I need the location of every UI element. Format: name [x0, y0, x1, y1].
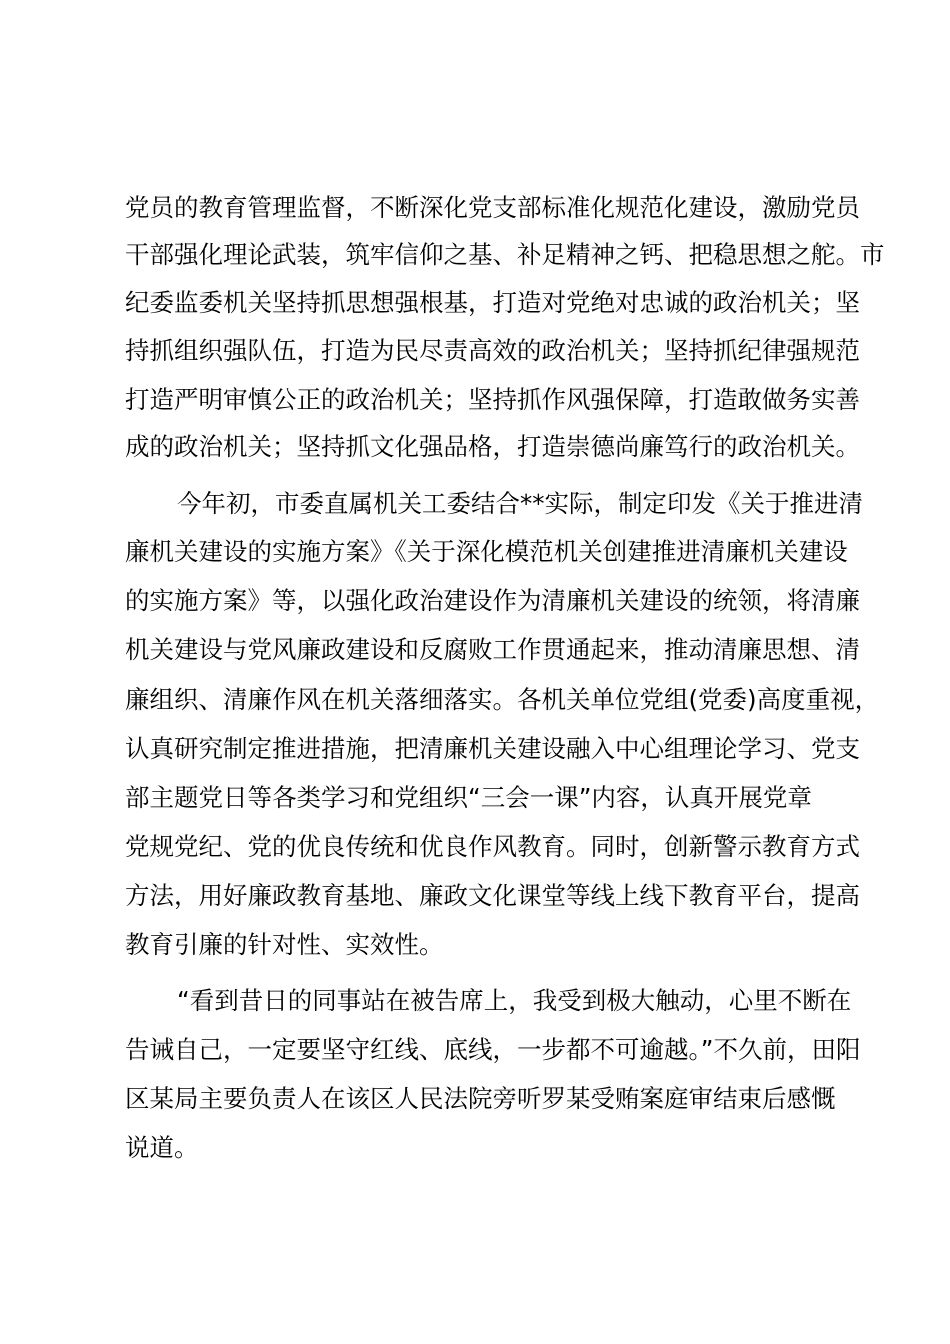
- text-line: 部主题党日等各类学习和党组织“三会一课”内容，认真开展党章: [125, 783, 812, 812]
- text-line: 认真研究制定推进措施，把清廉机关建设融入中心组理论学习、党支: [125, 734, 860, 763]
- text-line: 持抓组织强队伍，打造为民尽责高效的政治机关；坚持抓纪律强规范: [125, 336, 860, 365]
- text-line: 党规党纪、党的优良传统和优良作风教育。同时，创新警示教育方式: [125, 832, 860, 861]
- text-line: 教育引廉的针对性、实效性。: [125, 930, 444, 959]
- text-line: 今年初，市委直属机关工委结合**实际，制定印发《关于推进清: [177, 489, 863, 518]
- text-line: 的实施方案》等，以强化政治建设作为清廉机关建设的统领，将清廉: [125, 586, 860, 615]
- text-line: 打造严明审慎公正的政治机关；坚持抓作风强保障，打造敢做务实善: [125, 385, 860, 414]
- text-line: 方法，用好廉政教育基地、廉政文化课堂等线上线下教育平台，提高: [125, 881, 860, 910]
- text-line: 说道。: [125, 1133, 199, 1162]
- text-line: 干部强化理论武装，筑牢信仰之基、补足精神之钙、把稳思想之舵。市: [125, 240, 885, 269]
- text-line: “看到昔日的同事站在被告席上，我受到极大触动，心里不断在: [177, 986, 852, 1015]
- text-line: 机关建设与党风廉政建设和反腐败工作贯通起来，推动清廉思想、清: [125, 635, 860, 664]
- text-line: 纪委监委机关坚持抓思想强根基，打造对党绝对忠诚的政治机关；坚: [125, 288, 860, 317]
- text-line: 党员的教育管理监督，不断深化党支部标准化规范化建设，激励党员: [125, 193, 860, 222]
- text-line: 区某局主要负责人在该区人民法院旁听罗某受贿案庭审结束后感慨: [125, 1084, 836, 1113]
- text-line: 告诫自己，一定要坚守红线、底线，一步都不可逾越。”不久前，田阳: [125, 1035, 861, 1064]
- text-line: 成的政治机关；坚持抓文化强品格，打造崇德尚廉笃行的政治机关。: [125, 432, 860, 461]
- text-line: 廉组织、清廉作风在机关落细落实。各机关单位党组(党委)高度重视，: [125, 685, 880, 714]
- text-line: 廉机关建设的实施方案》《关于深化模范机关创建推进清廉机关建设: [125, 537, 848, 566]
